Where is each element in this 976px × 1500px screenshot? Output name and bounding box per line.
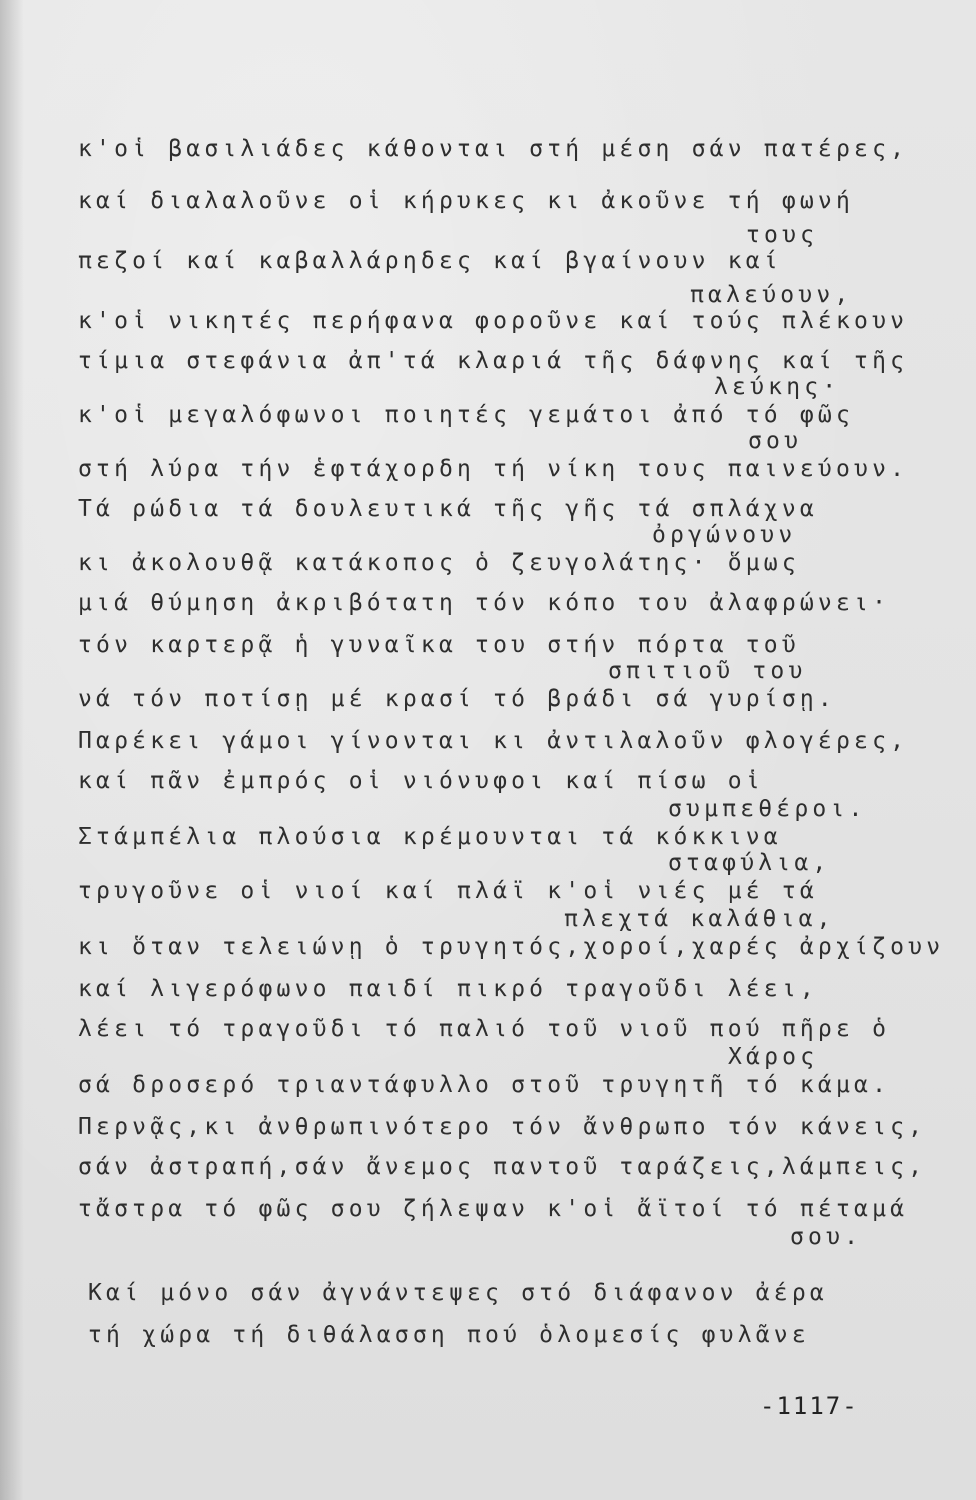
page-number: -1117- xyxy=(760,1392,859,1420)
poem-line: τους xyxy=(746,222,819,248)
poem-line: παλεύουν, xyxy=(690,282,853,308)
poem-line: κι ἀκολουθᾷ κατάκοπος ὁ ζευγολάτης· ὅμως xyxy=(78,550,800,576)
poem-line: Τά ρώδια τά δουλευτικά τῆς γῆς τά σπλάχνα xyxy=(78,496,818,522)
poem-line: λεύκης· xyxy=(714,374,841,400)
poem-line: καί πᾶν ἐμπρός οἱ νιόνυφοι καί πίσω οἱ xyxy=(78,768,764,794)
poem-line: λέει τό τραγοῦδι τό παλιό τοῦ νιοῦ πού πῆρε ὁ xyxy=(78,1016,891,1042)
poem-line: τή χώρα τή διθάλασση πού ὁλομεσίς φυλᾶνε xyxy=(88,1322,810,1348)
poem-line: καί λιγερόφωνο παιδί πικρό τραγοῦδι λέει, xyxy=(78,976,818,1002)
poem-line: σου. xyxy=(790,1224,863,1250)
poem-line: μιά θύμηση ἀκριβότατη τόν κόπο του ἀλαφρώνει· xyxy=(78,590,891,616)
poem-line: σά δροσερό τριαντάφυλλο στοῦ τρυγητῆ τό κάμα. xyxy=(78,1072,891,1098)
poem-line: ὀργώνουν xyxy=(652,522,797,548)
poem-line: στή λύρα τήν ἑφτάχορδη τή νίκη τους παινεύουν. xyxy=(78,456,909,482)
poem-line: τίμια στεφάνια ἀπ'τά κλαριά τῆς δάφνης καί τῆς xyxy=(78,348,909,374)
poem-line: τρυγοῦνε οἱ νιοί καί πλάϊ κ'οἱ νιές μέ τά xyxy=(78,878,818,904)
poem-line: καί διαλαλοῦνε οἱ κήρυκες κι ἀκοῦνε τή φωνή xyxy=(78,188,855,214)
poem-line: Περνᾷς,κι ἀνθρωπινότερο τόν ἄνθρωπο τόν κάνεις, xyxy=(78,1114,927,1140)
poem-line: νά τόν ποτίσῃ μέ κρασί τό βράδι σά γυρίσῃ. xyxy=(78,686,836,712)
poem-line: σου xyxy=(748,428,803,454)
poem-line: συμπεθέροι. xyxy=(668,796,867,822)
poem-line: σταφύλια, xyxy=(668,850,831,876)
poem-line: πεζοί καί καβαλλάρηδες καί βγαίνουν καί xyxy=(78,248,782,274)
poem-line: τἄστρα τό φῶς σου ζήλεψαν κ'οἱ ἄϊτοί τό πέταμά xyxy=(78,1196,909,1222)
poem-line: πλεχτά καλάθια, xyxy=(564,906,835,932)
poem-line: Παρέκει γάμοι γίνονται κι ἀντιλαλοῦν φλογέρες, xyxy=(78,728,909,754)
poem-line: Στάμπέλια πλούσια κρέμουνται τά κόκκινα xyxy=(78,824,782,850)
poem-line: κι ὅταν τελειώνῃ ὁ τρυγητός,χοροί,χαρές ἀρχίζουν xyxy=(78,934,945,960)
poem-line: σπιτιοῦ του xyxy=(608,658,807,684)
poem-line: τόν καρτερᾷ ἡ γυναῖκα του στήν πόρτα τοῦ xyxy=(78,632,800,658)
poem-line: κ'οἱ βασιλιάδες κάθονται στή μέση σάν πατέρες, xyxy=(78,136,909,162)
poem-line: κ'οἱ νικητές περήφανα φοροῦνε καί τούς πλέκουν xyxy=(78,308,909,334)
poem-line: σάν ἀστραπή,σάν ἄνεμος παντοῦ ταράζεις,λάμπεις, xyxy=(78,1154,927,1180)
poem-line: Χάρος xyxy=(728,1044,819,1070)
poem-line: Καί μόνο σάν ἀγνάντεψες στό διάφανον ἀέρα xyxy=(88,1280,828,1306)
poem-line: κ'οἱ μεγαλόφωνοι ποιητές γεμάτοι ἀπό τό φῶς xyxy=(78,402,855,428)
page-edge-shadow xyxy=(0,0,24,1500)
